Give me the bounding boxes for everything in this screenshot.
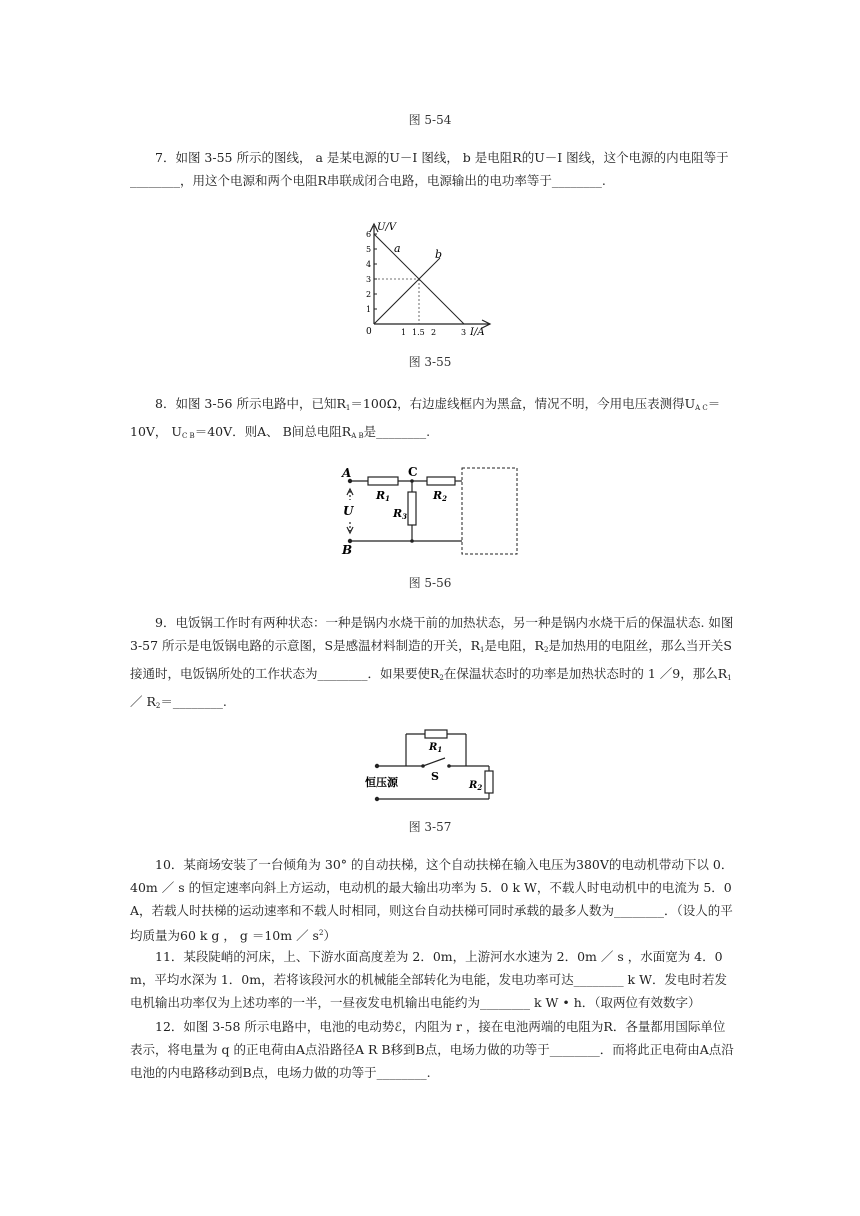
resistor-r1 [425, 730, 447, 738]
circuit-diagram-3-57 [365, 722, 505, 812]
figure-caption-3-55: 图 3-55 [408, 355, 452, 369]
question-10: 10．某商场安装了一台倾角为 30° 的自动扶梯，这个自动扶梯在输入电压为380V的电动机带动下以 0．40m ／ s 的恒定速率向斜上方运动，电动机的最大输出功率为 5．0 k W，不载人时电动机中的电流为 5．0 A，若载人时扶梯的运动速率和不载人时相同，则这台自动扶梯可同时承载的最多人数为________．（设人的平均质量为60 k g ， g ＝10m ／ $s^2$） [130, 857, 734, 944]
origin-label: 0 [366, 327, 372, 337]
x-tick: 2 [431, 328, 437, 337]
question-8: 8．如图 3-56 所示电路中，已知$R_1=100\Omega$，右边虚线框内为黑盒，情况不明，今用电压表测得$U_{A C}=10V$， $U_{C B}=40V$．则A、 B间总电阻$R_{A B}$是________. [130, 396, 721, 440]
line-b [374, 258, 440, 324]
y-tick: 1 [366, 305, 372, 314]
node-a-label: A [342, 466, 352, 480]
x-tick: 1 [401, 328, 407, 337]
resistor-r2 [485, 771, 493, 793]
y-tick: 4 [366, 260, 372, 269]
r2-label: R2 [433, 489, 448, 503]
question-9: 9．电饭锅工作时有两种状态：一种是锅内水烧干前的加热状态，另一种是锅内水烧干后的保温状态. 如图 3-57 所示是电饭锅电路的示意图，S是感温材料制造的开关，$R_1$是电阻，$R_2$是加热用的电阻丝，那么当开关S接通时，电饭锅所处的工作状态为________．如果要使$R_2$在保温状态时的功率是加热状态时的 1 ／9，那么$R_1/$ $R_2=\_\_\_\_\_\_\_\_$. [130, 615, 734, 710]
ui-graph-3-55 [360, 218, 495, 340]
x-axis-label: I/A [470, 327, 485, 338]
source-label: 恒压源 [365, 776, 398, 789]
r1-label: R1 [376, 489, 391, 503]
y-tick: 2 [366, 290, 372, 299]
resistor-r2 [427, 477, 455, 485]
voltage-label: U [343, 504, 354, 518]
x-tick: 3 [461, 328, 467, 337]
figure-caption-5-54: 图 5-54 [408, 113, 452, 127]
y-axis-label: U/V [377, 222, 397, 233]
line-b-label: b [435, 248, 443, 261]
r2-label: $R_2$ [469, 780, 483, 792]
line-a-label: a [394, 242, 401, 255]
resistor-r1 [368, 477, 398, 485]
figure-caption-3-57: 图 3-57 [408, 820, 452, 834]
node-b-label: B [342, 543, 353, 557]
question-7: 7．如图 3-55 所示的图线， a 是某电源的U－I 图线， b 是电阻R的U－I 图线，这个电源的内电阻等于________，用这个电源和两个电阻R串联成闭合电路，电源输出的电功率等于________. [130, 150, 729, 188]
question-12: 12．如图 3-58 所示电路中，电池的电动势ℰ，内阻为 r ，接在电池两端的电阻为R．各量都用国际单位表示，将电量为 q 的正电荷由A点沿路径A R B移到B点，电场力做的功等于________．而将此正电荷由A点沿电池的内电路移动到B点，电场力做的功等于________. [130, 1019, 734, 1080]
switch-label: S [431, 770, 439, 783]
y-tick: 5 [366, 245, 372, 254]
resistor-r3 [408, 492, 416, 525]
y-tick: 3 [366, 275, 372, 284]
question-11: 11．某段陡峭的河床，上、下游水面高度差为 2．0m，上游河水水速为 2．0m ／ s ，水面宽为 4．0 m，平均水深为 1．0m，若将该段河水的机械能全部转化为电能，发电功率可达________ k W．发电时若发电机输出功率仅为上述功率的一半，一昼夜发电机输出电能约为________ k W • h．（取两位有效数字） [130, 949, 727, 1010]
x-tick: 1.5 [412, 328, 425, 337]
y-tick: 6 [366, 230, 372, 239]
switch-s [423, 758, 445, 766]
figure-caption-5-56: 图 5-56 [408, 576, 452, 590]
node-c-label: C [408, 465, 418, 479]
circuit-diagram-5-56 [338, 464, 523, 559]
r3-label: R3 [393, 507, 408, 521]
r1-label: $R_1$ [429, 742, 443, 754]
black-box [462, 468, 517, 554]
